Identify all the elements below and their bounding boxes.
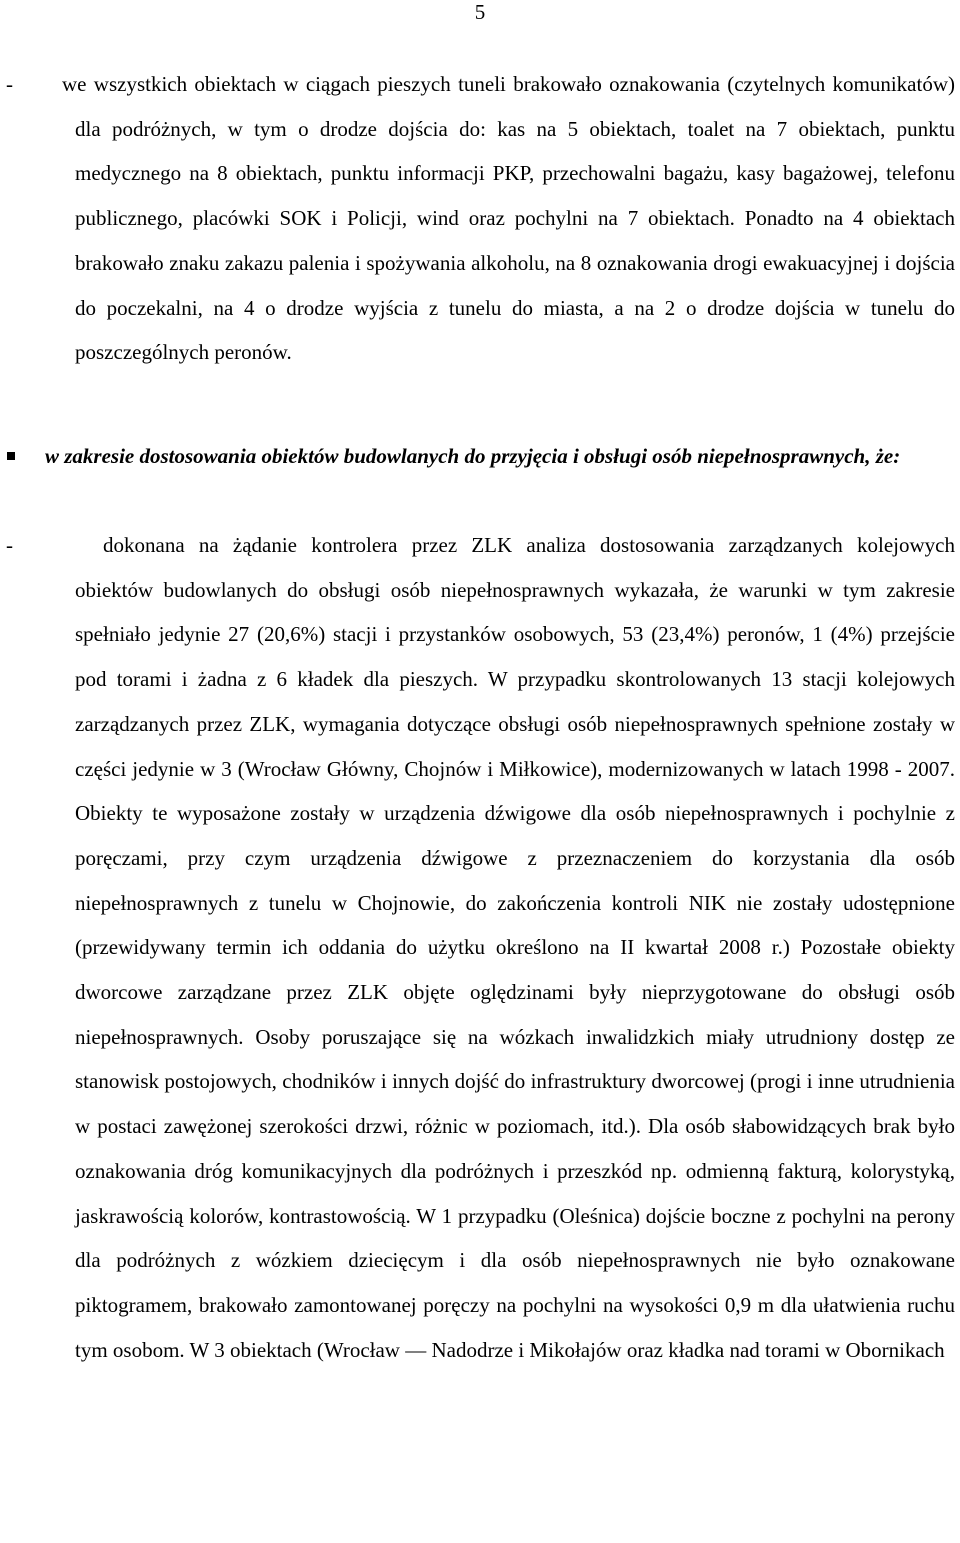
section-heading-text: w zakresie dostosowania obiektów budowlanych do przyjęcia i obsługi osób niepełnosprawnych, że: [45, 444, 901, 468]
paragraph-text: we wszystkich obiektach w ciągach pieszych tuneli brakowało oznakowania (czytelnych komunikatów) dla podróżnych, w tym o drodze dojścia do: kas na 5 obiektach, toalet na 7 obiektach, punktu medycznego na 8 obiektach, punktu informacji PKP, przechowalni bagażu, kasy bagażowej, telefonu publicznego, placówki SOK i Policji, wind oraz pochylni na 7 obiektach. Ponadto na 4 obiektach brakowało znaku zakazu palenia i spożywania alkoholu, na 8 oznakowania drogi ewakuacyjnej i dojścia do poczekalni, na 4 o drodze wyjścia z tunelu do miasta, a na 2 o drodze dojścia w tunelu do poszczególnych peronów. [62, 72, 955, 365]
dash-marker: - [6, 533, 13, 557]
square-bullet-icon [7, 452, 15, 460]
page-number: 5 [474, 0, 486, 24]
section-heading [45, 434, 955, 479]
paragraph-text: dokonana na żądanie kontrolera przez ZLK analiza dostosowania zarządzanych kolejowych obiektów budowlanych do obsługi osób niepełnosprawnych wykazała, że warunki w tym zakresie spełniało jedynie 27 (20,6%) stacji i przystanków osobowych, 53 (23,4%) peronów, 1 (4%) przejście pod torami i żadna z 6 kładek dla pieszych. W przypadku skontrolowanych 13 stacji kolejowych zarządzanych przez ZLK, wymagania dotyczące obsługi osób niepełnosprawnych spełnione zostały w części jedynie w 3 (Wrocław Główny, Chojnów i Miłkowice), modernizowanych w latach 1998 - 2007. Obiekty te wyposażone zostały w urządzenia dźwigowe dla osób niepełnosprawnych i pochylnie z poręczami, przy czym urządzenia dźwigowe z przeznaczeniem do korzystania dla osób niepełnosprawnych z tunelu w Chojnowie, do zakończenia kontroli NIK nie zostały udostępnione (przewidywany termin ich oddania do użytku określono na II kwartał 2008 r.) Pozostałe obiekty dworcowe zarządzane przez ZLK objęte oględzinami były nieprzygotowane do obsługi osób niepełnosprawnych. Osoby poruszające się na wózkach inwalidzkich miały utrudniony dostęp ze stanowisk postojowych, chodników i innych dojść do infrastruktury dworcowej (progi i inne utrudnienia w postaci zawężonej szerokości drzwi, różnic w poziomach, itd.). Dla osób słabowidzących brak było oznakowania dróg komunikacyjnych dla podróżnych i przeszkód np. odmienną fakturą, kolorystyką, jaskrawością kolorów, kontrastowością. W 1 przypadku (Oleśnica) dojście boczne z pochylni na perony dla podróżnych z wózkiem dziecięcym i dla osób niepełnosprawnych nie było oznakowane piktogramem, brakowało zamontowanej poręczy na pochylni na wysokości 0,9 m dla ułatwienia ruchu tym osobom. W 3 obiektach (Wrocław — Nadodrze i Mikołajów oraz kładka nad torami w Obornikach [75, 533, 955, 1362]
paragraph-signage [62, 62, 955, 375]
paragraph-accessibility [75, 523, 955, 1372]
dash-marker: - [6, 72, 13, 96]
